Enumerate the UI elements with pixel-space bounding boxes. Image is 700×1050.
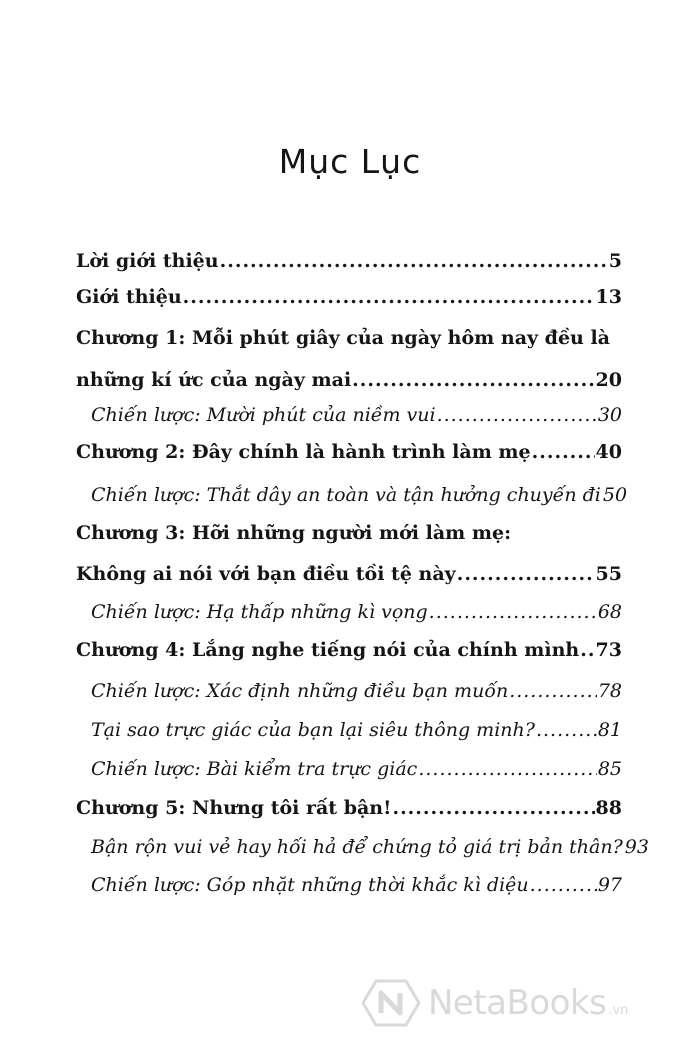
watermark-brand: NetaBooks: [428, 983, 607, 1023]
toc-entry-title: Chiến lược: Thắt dây an toàn và tận hưởng chuyến đi: [91, 484, 601, 506]
toc-entry: [91, 597, 622, 627]
toc-entry-title: Chương 5: Nhưng tôi rất bận!: [76, 797, 392, 819]
page-title: Mục Lục: [278, 142, 422, 181]
toc-dot-leader: [418, 754, 596, 784]
toc-entry: [76, 365, 622, 395]
watermark-suffix: .vn: [608, 1002, 629, 1018]
toc-entry-title: Chiến lược: Hạ thấp những kì vọng: [91, 601, 428, 623]
toc-entry-title: Giới thiệu: [76, 286, 182, 308]
toc-page-number: 93: [624, 836, 649, 858]
toc-dot-leader: [530, 870, 597, 900]
toc-entry: [91, 480, 628, 510]
toc-dot-leader: [437, 400, 597, 430]
toc-page-number: 88: [595, 797, 622, 819]
toc-page-number: 81: [597, 719, 622, 741]
toc-dot-leader: [429, 597, 597, 627]
toc-dot-leader: [536, 715, 597, 745]
toc-dot-leader: [509, 676, 597, 706]
toc-entry: [91, 715, 622, 745]
toc-page-number: 85: [597, 758, 622, 780]
toc-entry-title: Chiến lược: Bài kiểm tra trực giác: [91, 758, 418, 780]
toc-dot-leader: [352, 365, 594, 395]
toc-entry-title: Chiến lược: Mười phút của niềm vui: [91, 404, 436, 426]
toc-entry: [91, 676, 622, 706]
toc-entry: [76, 437, 622, 467]
toc-entry: [91, 400, 622, 430]
toc-entry-title: Bận rộn vui vẻ hay hối hả để chứng tỏ giá trị bản thân?: [91, 836, 623, 858]
toc-dot-leader: [220, 246, 608, 276]
toc-entry-title: Chương 4: Lắng nghe tiếng nói của chính mình: [76, 639, 580, 661]
toc-entry: [76, 282, 622, 312]
watermark: [362, 978, 628, 1028]
toc-page-number: 40: [595, 441, 622, 463]
toc-entry: [76, 518, 622, 548]
toc-dot-leader: [183, 282, 595, 312]
toc-entry: [91, 754, 622, 784]
toc-entry-title: Chương 1: Mỗi phút giây của ngày hôm nay đều là: [76, 327, 610, 349]
toc-dot-leader: [580, 635, 594, 665]
toc-dot-leader: [457, 559, 595, 589]
toc-page-number: 30: [597, 404, 622, 426]
toc-entry-title: Tại sao trực giác của bạn lại siêu thông minh?: [91, 719, 535, 741]
toc-page-number: 50: [602, 484, 628, 506]
toc-entry: [91, 832, 649, 862]
toc-page-number: 13: [595, 286, 622, 308]
toc-entry: [76, 793, 622, 823]
toc-entry-title: Chương 2: Đây chính là hành trình làm mẹ: [76, 441, 531, 463]
toc-page-number: 73: [595, 639, 622, 661]
toc-page-number: 55: [595, 563, 622, 585]
toc-entry-title: Chương 3: Hỡi những người mới làm mẹ:: [76, 522, 512, 544]
toc-dot-leader: [532, 437, 595, 467]
toc-page-number: 97: [597, 874, 622, 896]
toc-entry-title: Không ai nói với bạn điều tồi tệ này: [76, 563, 456, 585]
toc-entry: [76, 323, 622, 353]
netabooks-logo-icon: [362, 978, 420, 1028]
toc-entry: [76, 246, 622, 276]
toc-page-number: 20: [595, 369, 622, 391]
toc-entry-title: Lời giới thiệu: [76, 250, 219, 272]
toc-entry: [91, 870, 622, 900]
toc-entry: [76, 559, 622, 589]
toc-page-number: 78: [597, 680, 622, 702]
toc-entry: [76, 635, 622, 665]
toc-dot-leader: [392, 793, 594, 823]
toc-page-number: 68: [597, 601, 622, 623]
toc-page-number: 5: [608, 250, 622, 272]
toc-entry-title: những kí ức của ngày mai: [76, 369, 352, 391]
toc-entry-title: Chiến lược: Xác định những điều bạn muốn: [91, 680, 509, 702]
toc-entry-title: Chiến lược: Góp nhặt những thời khắc kì diệu: [91, 874, 529, 896]
